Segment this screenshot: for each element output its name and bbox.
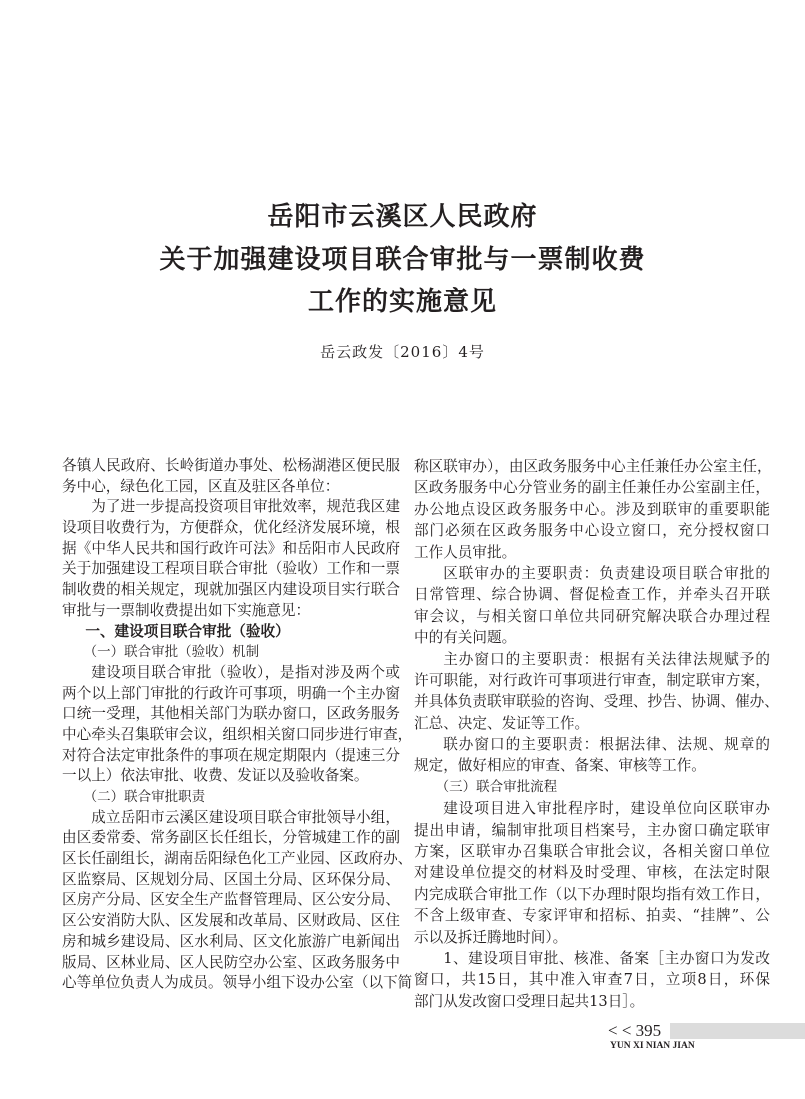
paragraph-line: 区联审办的主要职责：负责建设项目联合审批的 [443,564,770,582]
paragraph-line: 联办窗口的主要职责：根据法律、法规、规章的 [443,736,770,754]
paragraph-line: 两个以上部门审批的行政许可事项，明确一个主办窗 [62,684,400,702]
paragraph-line: 关于加强建设工程项目联合审批（验收）工作和一票 [62,560,400,578]
paragraph-line: 中的有关问题。 [414,629,517,647]
paragraph-line: 制收费的相关规定，现就加强区内建设项目实行联合 [62,581,400,599]
section-heading: 一、建设项目联合审批（验收） [85,622,290,640]
paragraph-line: 部门从发改窗口受理日起共13日］。 [414,992,645,1010]
paragraph-line: 审批与一票制收费提出如下实施意见： [62,601,311,619]
paragraph-line: 区监察局、区规划分局、区国土分局、区环保分局、 [62,870,400,888]
publication-name: YUN XI NIAN JIAN [610,1041,695,1051]
paragraph-line: 1、建设项目审批、核准、备案［主办窗口为发改 [443,949,770,967]
paragraph-line: 提出申请，编制审批项目档案号，主办窗口确定联审 [414,821,770,839]
right-column [414,456,779,1012]
document-title-line-3: 工作的实施意见 [307,287,497,317]
paragraph-line: 并具体负责联审联验的咨询、受理、抄告、协调、催办、 [414,693,779,711]
paragraph-line: 对符合法定审批条件的事项在规定期限内（提速三分 [62,746,400,764]
subsection-heading: （二）联合审批职责 [83,789,206,805]
page-footer-bar [670,1023,805,1039]
subsection-heading: （一）联合审批（验收）机制 [83,644,260,661]
paragraph-line: 工作人员审批。 [414,543,517,561]
document-number: 岳云政发〔2016〕4号 [320,343,485,361]
paragraph-line: 区公安消防大队、区发展和改革局、区财政局、区住 [62,912,400,930]
paragraph-line: 日常管理、综合协调、督促检查工作，并牵头召开联 [414,586,770,604]
paragraph-line: 内完成联合审批工作（以下办理时限均指有效工作日， [414,885,770,903]
paragraph-line: 示以及拆迁腾地时间）。 [414,928,568,946]
left-column [62,456,413,994]
paragraph-line: 口统一受理，其他相关部门为联办窗口，区政务服务 [62,705,400,723]
paragraph-line: 方案，区联审办召集联合审批会议，各相关窗口单位 [414,843,770,861]
paragraph-line: 房和城乡建设局、区水利局、区文化旅游广电新闻出 [62,932,400,950]
paragraph-line: 主办窗口的主要职责：根据有关法律法规赋予的 [443,650,770,668]
paragraph-line: 据《中华人民共和国行政许可法》和岳阳市人民政府 [62,539,400,557]
paragraph-line: 区房产分局、区安全生产监督管理局、区公安分局、 [62,891,400,909]
paragraph-line: 版局、区林业局、区人民防空办公室、区政务服务中 [62,953,400,971]
paragraph-line: 规定，做好相应的审查、备案、审核等工作。 [414,757,706,775]
paragraph-line: 审会议，与相关窗口单位共同研究解决联合办理过程 [414,607,770,625]
paragraph-line: 心等单位负责人为成员。领导小组下设办公室（以下简 [62,974,413,992]
paragraph-line: 中心牵头召集联审会议，组织相关窗口同步进行审查， [62,725,413,743]
paragraph-line: 汇总、决定、发证等工作。 [414,714,590,732]
paragraph-line: 建设项目进入审批程序时，建设单位向区联审办 [443,800,770,818]
paragraph-line: 务中心，绿色化工园，区直及驻区各单位： [62,477,340,495]
paragraph-line: 为了进一步提高投资项目审批效率，规范我区建 [91,498,400,516]
paragraph-line: 由区委常委、常务副区长任组长，分管城建工作的副 [62,829,400,847]
paragraph-line: 区政务服务中心分管业务的副主任兼任办公室副主任， [414,479,770,497]
paragraph-line: 成立岳阳市云溪区建设项目联合审批领导小组， [91,808,400,826]
paragraph-line: 许可职能，对行政许可事项进行审查，制定联审方案， [414,671,770,689]
paragraph-line: 不含上级审查、专家评审和招标、拍卖、“挂牌”、公 [414,907,770,925]
subsection-heading: （三）联合审批流程 [435,778,558,795]
paragraph-line: 一以上）依法审批、收费、发证以及验收备案。 [62,767,369,785]
paragraph-line: 称区联审办），由区政务服务中心主任兼任办公室主任， [414,458,772,475]
paragraph-line: 设项目收费行为，方便群众，优化经济发展环境，根 [62,519,400,537]
document-title-line-1: 岳阳市云溪区人民政府 [267,202,538,232]
paragraph-line: 各镇人民政府、长岭街道办事处、松杨湖港区便民服 [62,457,400,474]
page-number: < < 395 [608,1021,662,1040]
paragraph-line: 区长任副组长，湖南岳阳绿色化工产业园、区政府办、 [62,850,413,868]
document-title-line-2: 关于加强建设项目联合审批与一票制收费 [159,245,646,275]
paragraph-line: 窗口，共15日，其中准入审查7日，立项8日，环保 [414,971,770,989]
paragraph-line: 部门必须在区政务服务中心设立窗口，充分授权窗口 [414,522,770,540]
paragraph-line: 对建设单位提交的材料及时受理、审核，在法定时限 [414,864,770,882]
paragraph-line: 建设项目联合审批（验收），是指对涉及两个或 [91,663,400,681]
paragraph-line: 办公地点设区政务服务中心。涉及到联审的重要职能 [414,500,770,518]
